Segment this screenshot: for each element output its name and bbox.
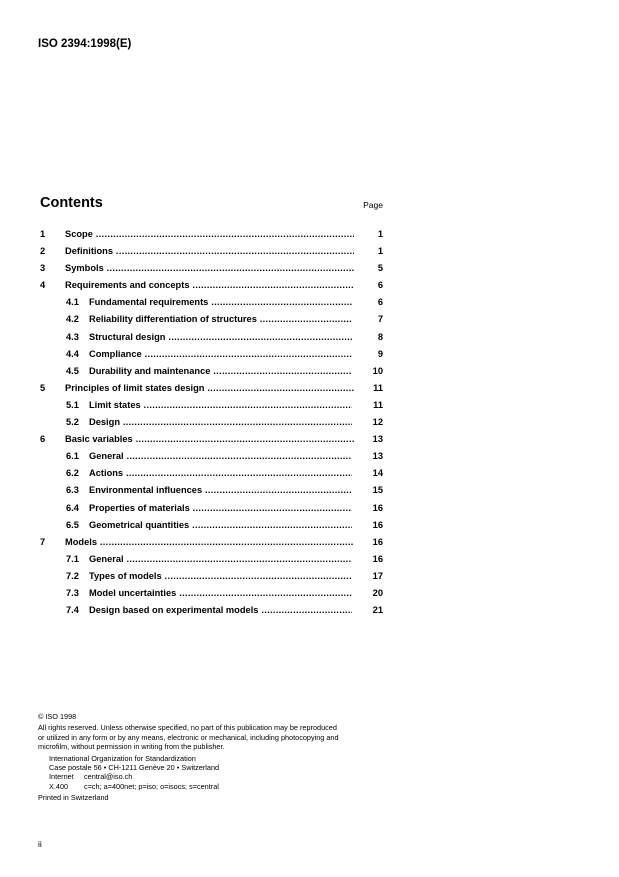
toc-entry-number: 3 [40, 263, 46, 274]
toc-entry-page: 17 [372, 570, 383, 581]
toc-entry-title: Requirements and concepts ..... [65, 280, 354, 290]
toc-entry-number: 6.2 [66, 468, 79, 479]
rights-line: microfilm, without permission in writing from the publisher. [38, 742, 225, 752]
toc-entry-title: Reliability differentiation of structures ..... [89, 314, 352, 324]
toc-entry [40, 278, 383, 295]
toc-entry-page: 6 [377, 280, 383, 291]
toc-entry [40, 432, 383, 449]
toc-entry-number: 5.1 [66, 399, 79, 410]
toc-entry-title: Model uncertainties ..... [89, 588, 352, 598]
toc-entry-page: 1 [377, 246, 383, 257]
toc-entry [40, 569, 383, 586]
toc-entry-page: 10 [372, 365, 383, 376]
printed-in: Printed in Switzerland [38, 793, 109, 803]
toc-entry [40, 501, 383, 518]
toc-entry-number: 4 [40, 280, 46, 291]
toc-entry-number: 7.3 [66, 587, 79, 598]
toc-entry-page: 14 [372, 468, 383, 479]
toc-entry-page: 15 [372, 485, 383, 496]
toc-entry-title: Structural design ..... [89, 332, 352, 342]
toc-entry [40, 347, 383, 364]
toc-entry [40, 330, 383, 347]
toc-entry-number: 4.2 [66, 314, 79, 325]
toc-entry-title: Scope ..... [65, 229, 354, 239]
toc-entry-page: 20 [372, 587, 383, 598]
toc-entry-page: 7 [377, 314, 383, 325]
toc-entry [40, 518, 383, 535]
toc-entry-title: Compliance ..... [89, 349, 352, 359]
toc-entry-page: 13 [372, 434, 383, 445]
toc-entry-title: Limit states ..... [89, 400, 352, 410]
toc-entry [40, 381, 383, 398]
copyright-notice: © ISO 1998 [38, 712, 77, 721]
toc-entry-title: Basic variables ..... [65, 434, 354, 444]
toc-entry [40, 483, 383, 500]
toc-entry-title: Design based on experimental models ..... [89, 605, 352, 615]
toc-entry-number: 7.2 [66, 570, 79, 581]
toc-entry [40, 398, 383, 415]
toc-entry [40, 415, 383, 432]
x400-contact [38, 782, 388, 791]
toc-entry [40, 466, 383, 483]
toc-entry-title: Fundamental requirements ..... [89, 297, 352, 307]
internet-value: central@iso.ch [84, 772, 133, 782]
toc-entry-page: 16 [372, 536, 383, 547]
toc-entry-title: Types of models ..... [89, 571, 352, 581]
toc-entry [40, 552, 383, 569]
toc-entry-title: Geometrical quantities ..... [89, 520, 352, 530]
toc-entry-title: Principles of limit states design ..... [65, 383, 354, 393]
toc-entry-page: 5 [377, 263, 383, 274]
toc-entry [40, 227, 383, 244]
organization-address: Case postale 56 • CH-1211 Genève 20 • Switzerland [49, 763, 220, 773]
x400-value: c=ch; a=400net; p=iso; o=isocs; s=central [84, 781, 219, 791]
toc-entry-title: Actions ..... [89, 468, 352, 478]
toc-entry-title: Models ..... [65, 537, 354, 547]
toc-entry-number: 7.1 [66, 553, 79, 564]
internet-label: Internet [49, 772, 74, 782]
internet-contact [38, 772, 388, 781]
page-folio: ii [38, 839, 42, 849]
toc-entry-page: 6 [377, 297, 383, 308]
toc-entry-title: Symbols ..... [65, 263, 354, 273]
toc-entry [40, 603, 383, 620]
toc-entry [40, 364, 383, 381]
toc-entry-title: Properties of materials ..... [89, 503, 352, 513]
toc-entry-page: 16 [372, 553, 383, 564]
toc-entry-page: 8 [377, 331, 383, 342]
copyright-block [38, 712, 388, 803]
toc-entry-page: 16 [372, 519, 383, 530]
toc-entry-number: 5.2 [66, 417, 79, 428]
standard-identifier: ISO 2394:1998(E) [38, 38, 132, 50]
toc-entry-number: 6.1 [66, 451, 79, 462]
toc-entry-number: 2 [40, 246, 46, 257]
toc-entry-page: 13 [372, 451, 383, 462]
toc-entry-number: 4.5 [66, 365, 79, 376]
toc-entry [40, 295, 383, 312]
contents-heading: Contents [40, 195, 103, 211]
toc-entry [40, 261, 383, 278]
toc-entry-number: 6.4 [66, 502, 79, 513]
toc-entry-number: 6.5 [66, 519, 79, 530]
toc-entry-page: 21 [372, 605, 383, 616]
toc-entry-title: Definitions ..... [65, 246, 354, 256]
x400-label: X.400 [49, 781, 69, 791]
toc-entry-number: 4.3 [66, 331, 79, 342]
table-of-contents [40, 227, 383, 620]
toc-entry-page: 11 [373, 399, 383, 410]
toc-entry-page: 16 [372, 502, 383, 513]
toc-entry-number: 1 [40, 229, 46, 239]
toc-entry [40, 535, 383, 552]
toc-entry-number: 4.4 [66, 348, 79, 359]
rights-line: or utilized in any form or by any means, electronic or mechanical, including photocopying and [38, 732, 339, 742]
toc-entry-number: 5 [40, 382, 46, 393]
page-column-label: Page [363, 200, 383, 210]
toc-entry [40, 586, 383, 603]
toc-entry-page: 11 [373, 382, 383, 393]
toc-entry-number: 6 [40, 434, 46, 445]
toc-entry-page: 1 [377, 229, 383, 239]
toc-entry-title: General ..... [89, 554, 352, 564]
toc-entry-page: 12 [372, 417, 383, 428]
toc-entry-title: Environmental influences ..... [89, 485, 352, 495]
toc-entry-page: 9 [377, 348, 383, 359]
toc-entry-number: 7 [40, 536, 46, 547]
toc-entry-title: General ..... [89, 451, 352, 461]
rights-line: All rights reserved. Unless otherwise specified, no part of this publication may be reproduced [38, 723, 337, 733]
toc-entry-title: Design ..... [89, 417, 352, 427]
toc-entry [40, 244, 383, 261]
toc-entry [40, 312, 383, 329]
toc-entry [40, 449, 383, 466]
organization-name: International Organization for Standardization [49, 753, 196, 763]
toc-entry-number: 6.3 [66, 485, 79, 496]
toc-entry-title: Durability and maintenance ..... [89, 366, 352, 376]
toc-entry-number: 7.4 [66, 605, 79, 616]
toc-entry-number: 4.1 [66, 297, 79, 308]
